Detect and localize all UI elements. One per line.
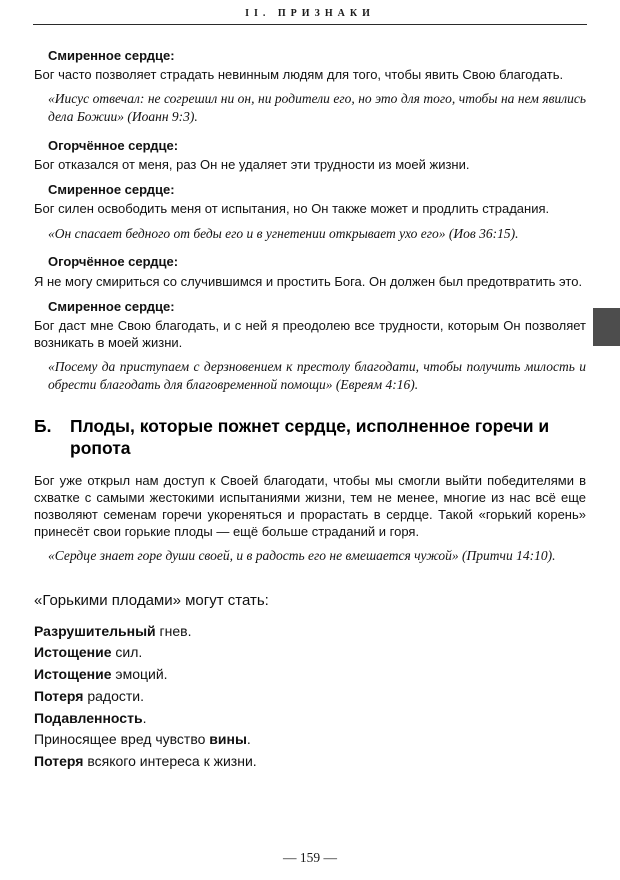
heart-label: Смиренное сердце: xyxy=(48,48,175,63)
heart-label: Смиренное сердце: xyxy=(48,298,175,314)
section-intro: Бог уже открыл нам доступ к Своей благодати, чтобы мы смогли выйти победителями в схватке с самыми жестокими испытаниями жизни, тем не менее, многие из нас всё еще позволяют семенам горечи укореняться и прорастать в сердце. Такой «горький корень» принесёт свои горькие плоды — ещё больше страданий и горя. xyxy=(34,472,586,539)
paragraph: Бог даст мне Свою благодать, и с ней я преодолею все трудности, которым Он позволяет возникать в моей жизни. xyxy=(34,317,586,350)
bold-term: Потеря xyxy=(34,752,84,769)
list-heading: «Горькими плодами» могут стать: xyxy=(34,591,269,609)
heart-label: Смиренное сердце: xyxy=(48,182,175,198)
item-post: эмоций. xyxy=(111,666,168,683)
item-post: всякого интереса к жизни. xyxy=(83,752,257,769)
list-item xyxy=(34,708,586,730)
scripture-quote: «Иисус отвечал: не согрешил ни он, ни родители его, но это для того, чтобы на нем явились дела Божии» (Иоанн 9:3). xyxy=(48,91,586,125)
running-head: II. ПРИЗНАКИ xyxy=(245,8,375,19)
section-heading xyxy=(34,416,586,460)
section-title: Плоды, которые пожнет сердце, исполненное горечи и ропота xyxy=(70,415,550,458)
list-item xyxy=(34,751,586,773)
page-number: — 159 — xyxy=(283,850,337,865)
paragraph: Бог силен освободить меня от испытания, но Он также может и продлить страдания. xyxy=(34,201,550,217)
list-item xyxy=(34,729,586,751)
bold-term: Потеря xyxy=(34,687,84,704)
paragraph: Бог часто позволяет страдать невинным людям для того, чтобы явить Свою благодать. xyxy=(34,67,564,83)
heart-label: Огорчённое сердце: xyxy=(48,254,179,270)
bitter-fruits-list xyxy=(34,621,586,773)
item-pre: Приносящее вред чувство xyxy=(34,731,210,748)
item-post: . xyxy=(246,731,251,748)
scripture-quote: «Сердце знает горе души своей, и в радость его не вмешается чужой» (Притчи 14:10). xyxy=(48,548,556,564)
bold-term: вины xyxy=(209,731,247,748)
paragraph: Я не могу смириться со случившимся и простить Бога. Он должен был предотвратить это. xyxy=(34,273,583,289)
item-post: гнев. xyxy=(155,622,192,639)
item-post: сил. xyxy=(111,644,143,661)
paragraph: Бог отказался от меня, раз Он не удаляет эти трудности из моей жизни. xyxy=(34,157,470,173)
bold-term: Истощение xyxy=(34,666,112,683)
scripture-quote: «Он спасает бедного от беды его и в угнетении открывает ухо его» (Иов 36:15). xyxy=(48,225,519,241)
item-post: радости. xyxy=(83,687,144,704)
page-content xyxy=(0,25,620,773)
list-item xyxy=(34,621,586,643)
heart-label: Огорчённое сердце: xyxy=(48,137,179,153)
list-item xyxy=(34,642,586,664)
bold-term: Истощение xyxy=(34,644,112,661)
list-item xyxy=(34,686,586,708)
item-post: . xyxy=(142,709,147,726)
section-letter: Б. xyxy=(34,415,52,436)
bold-term: Подавленность xyxy=(34,709,143,726)
page-edge-index-tab xyxy=(593,308,620,346)
bold-term: Разрушительный xyxy=(34,622,156,639)
list-item xyxy=(34,664,586,686)
scripture-quote: «Посему да приступаем с дерзновением к престолу благодати, чтобы получить милость и обрести благодать для благовременной помощи» (Евреям 4:16). xyxy=(48,359,586,392)
